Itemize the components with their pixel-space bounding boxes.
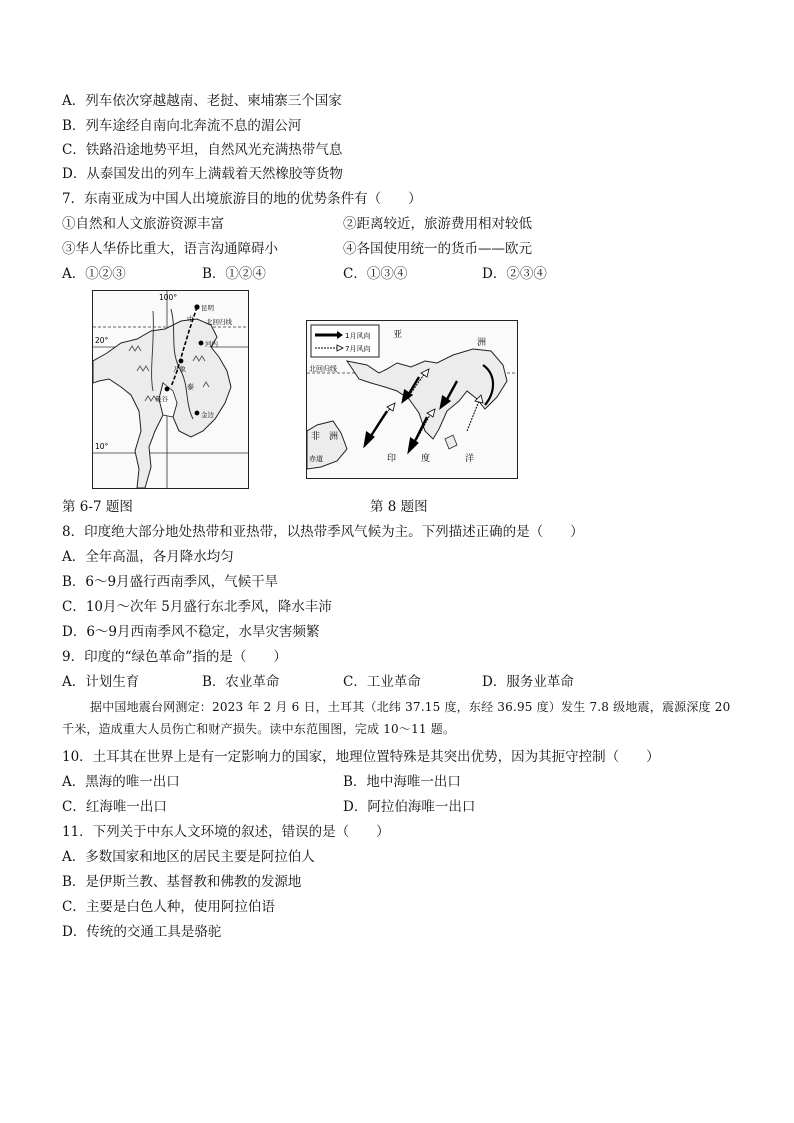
map2-ocean-label-3: 洋 bbox=[465, 454, 475, 464]
map1-bangkok-label: 曼谷 bbox=[155, 395, 168, 403]
map2-ocean-label-1: 印 bbox=[387, 454, 397, 464]
map1-lat10-label: 10° bbox=[95, 442, 109, 451]
map2-ocean-label-2: 度 bbox=[421, 454, 431, 464]
map1-vientiane-label: 万象 bbox=[173, 365, 186, 373]
map2-legend-jan: 1月风向 bbox=[345, 332, 371, 340]
southeast-asia-map-drawing bbox=[93, 291, 248, 488]
map2-africa-label-1: 非 bbox=[311, 432, 321, 442]
map1-tropic-label: 北回归线 bbox=[206, 318, 232, 326]
map1-phnompenh-label: 金边 bbox=[201, 411, 214, 419]
q9-option-c: C．工业革命 bbox=[343, 674, 421, 690]
map2-caption: 第 8 题图 bbox=[370, 499, 428, 515]
q10-option-d: D．阿拉伯海唯一出口 bbox=[343, 799, 476, 815]
q7-option-b: B．①②④ bbox=[202, 266, 266, 282]
q8-option-c: C．10月～次年 5月盛行东北季风，降水丰沛 bbox=[62, 599, 332, 615]
q9-option-b: B．农业革命 bbox=[202, 674, 280, 690]
map2-legend-jul: 7月风向 bbox=[345, 345, 371, 353]
q10-stem: 10．土耳其在世界上是有一定影响力的国家，地理位置特殊是其突出优势，因为其扼守控制（ ） bbox=[62, 749, 660, 765]
q6-option-c: C．铁路沿途地势平坦，自然风光充满热带气息 bbox=[62, 142, 343, 158]
map1-hanoi-label: 河内 bbox=[205, 340, 218, 348]
map2-africa-label-2: 洲 bbox=[329, 432, 339, 442]
q11-option-d: D．传统的交通工具是骆驼 bbox=[62, 924, 222, 940]
q11-option-b: B．是伊斯兰教、基督教和佛教的发源地 bbox=[62, 874, 302, 890]
q9-stem: 9．印度的“绿色革命”指的是（ ） bbox=[62, 649, 287, 665]
q6-option-a: A．列车依次穿越越南、老挝、柬埔寨三个国家 bbox=[62, 93, 342, 109]
q9-option-d: D．服务业革命 bbox=[482, 674, 574, 690]
southeast-asia-map bbox=[92, 290, 249, 489]
q7-statement-2: ②距离较近，旅游费用相对较低 bbox=[343, 216, 532, 232]
q7-option-c: C．①③④ bbox=[343, 266, 408, 282]
map2-asia-label-2: 洲 bbox=[477, 338, 487, 348]
q11-option-a: A．多数国家和地区的居民主要是阿拉伯人 bbox=[62, 849, 315, 865]
map1-kunming-label: 昆明 bbox=[201, 304, 214, 312]
q9-option-a: A．计划生育 bbox=[62, 674, 140, 690]
map1-lat20-label: 20° bbox=[95, 336, 109, 345]
map2-asia-label-1: 亚 bbox=[393, 330, 403, 340]
q11-option-c: C．主要是白色人种，使用阿拉伯语 bbox=[62, 899, 275, 915]
q7-statement-4: ④各国使用统一的货币——欧元 bbox=[343, 241, 532, 257]
map2-equator-label: 赤道 bbox=[309, 455, 323, 463]
map1-region-label: 泰 bbox=[187, 383, 194, 391]
south-asia-monsoon-map bbox=[306, 320, 518, 479]
q6-option-d: D．从泰国发出的列车上满载着天然橡胶等货物 bbox=[62, 166, 343, 182]
map1-china-label: 中 bbox=[187, 315, 194, 323]
earthquake-passage: 据中国地震台网测定：2023 年 2 月 6 日，土耳其（北纬 37.15 度，东经 36.95 度）发生 7.8 级地震，震源深度 20 千米，造成重大人员伤亡和财产损失。读中东范围图，完成 10～11 题。 bbox=[62, 700, 731, 736]
q8-stem: 8．印度绝大部分地处热带和亚热带，以热带季风气候为主。下列描述正确的是（ ） bbox=[62, 524, 584, 540]
map2-tropic-label: 北回归线 bbox=[309, 365, 337, 373]
q7-option-d: D．②③④ bbox=[482, 266, 547, 282]
q8-option-d: D．6～9月西南季风不稳定，水旱灾害频繁 bbox=[62, 624, 320, 640]
q8-option-a: A．全年高温，各月降水均匀 bbox=[62, 549, 234, 565]
q6-option-b: B．列车途经自南向北奔流不息的湄公河 bbox=[62, 118, 302, 134]
q10-option-c: C．红海唯一出口 bbox=[62, 799, 167, 815]
q7-stem: 7．东南亚成为中国人出境旅游目的地的优势条件有（ ） bbox=[62, 191, 422, 207]
q10-option-a: A．黑海的唯一出口 bbox=[62, 774, 180, 790]
q7-option-a: A．①②③ bbox=[62, 266, 126, 282]
map1-lon-label: 100° bbox=[159, 293, 178, 302]
q7-statement-3: ③华人华侨比重大，语言沟通障碍小 bbox=[62, 241, 278, 257]
q10-option-b: B．地中海唯一出口 bbox=[343, 774, 461, 790]
q7-statement-1: ①自然和人文旅游资源丰富 bbox=[62, 216, 224, 232]
south-asia-monsoon-map-drawing bbox=[307, 321, 517, 478]
q11-stem: 11．下列关于中东人文环境的叙述，错误的是（ ） bbox=[62, 824, 390, 840]
q8-option-b: B．6～9月盛行西南季风，气候干旱 bbox=[62, 574, 279, 590]
map1-caption: 第 6-7 题图 bbox=[62, 499, 133, 515]
